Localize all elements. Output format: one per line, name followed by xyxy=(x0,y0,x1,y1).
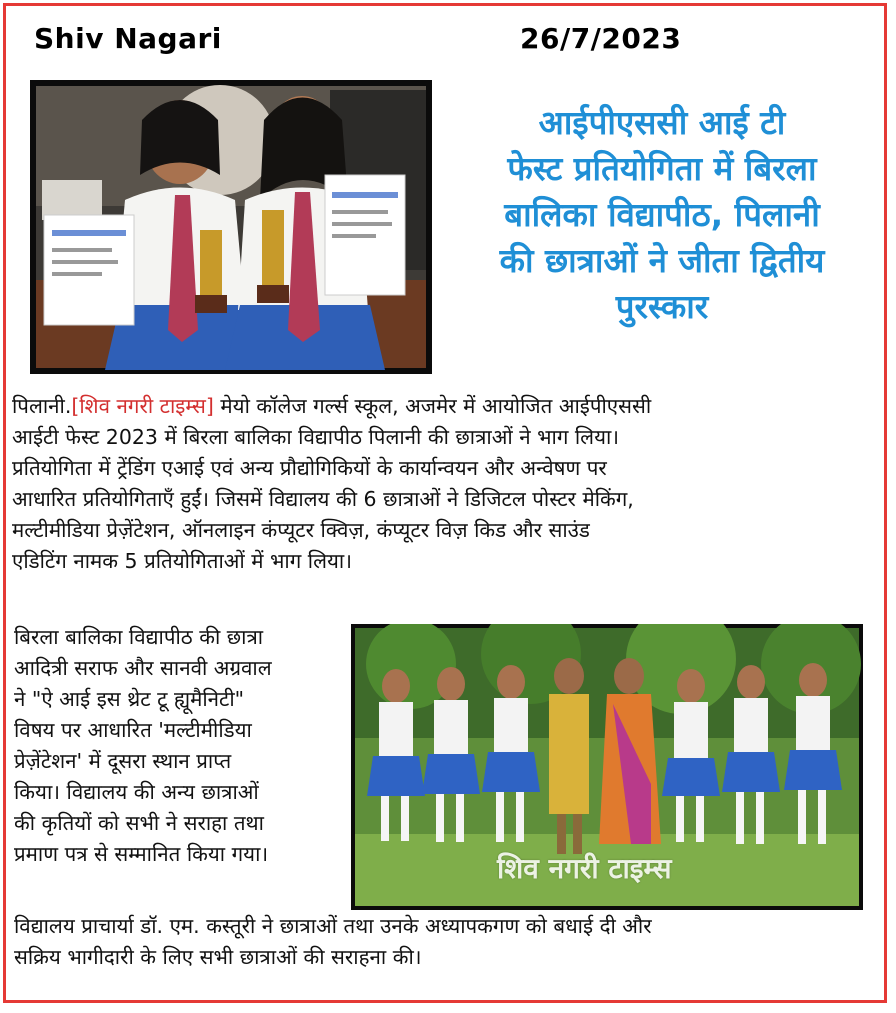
article-line: प्रेज़ेंटेशन' में दूसरा स्थान प्राप्त xyxy=(14,749,232,773)
article-line: आधारित प्रतियोगिताएँ हुईं। जिसमें विद्यालय की 6 छात्राओं ने डिजिटल पोस्टर मेकिंग, xyxy=(12,487,634,511)
headline-line: बालिका विद्यापीठ, पिलानी xyxy=(504,195,820,234)
article-line: सक्रिय भागीदारी के लिए सभी छात्राओं की सराहना की। xyxy=(14,945,422,969)
article-line: की कृतियों को सभी ने सराहा तथा xyxy=(14,811,264,835)
article-line: विद्यालय प्राचार्या डॉ. एम. कस्तूरी ने छात्राओं तथा उनके अध्यापकगण को बधाई दी और xyxy=(14,914,652,938)
article-line: आईटी फेस्ट 2023 में बिरला बालिका विद्यापीठ पिलानी की छात्राओं ने भाग लिया। xyxy=(12,425,620,449)
article-line: ने "ऐ आई इस थ्रेट टू ह्यूमैनिटी" xyxy=(14,687,245,711)
article-line: प्रमाण पत्र से सम्मानित किया गया। xyxy=(14,842,269,866)
article-line: विषय पर आधारित 'मल्टीमीडिया xyxy=(14,718,252,742)
article-line-text: मेयो कॉलेज गर्ल्स स्कूल, अजमेर में आयोजित आईपीएससी xyxy=(213,394,652,418)
students-trophy-photo xyxy=(30,80,432,374)
masthead-name: Shiv Nagari xyxy=(34,22,222,55)
article-line: किया। विद्यालय की अन्य छात्राओं xyxy=(14,780,259,804)
article-paragraph-2 xyxy=(14,622,354,870)
article-line: प्रतियोगिता में ट्रेंडिंग एआई एवं अन्य प्रौद्योगिकियों के कार्यान्वयन और अन्वेषण पर xyxy=(12,456,607,480)
watermark: शिव नगरी टाइम्स xyxy=(497,852,672,885)
headline-line: की छात्राओं ने जीता द्वितीय xyxy=(499,241,825,280)
headline-line: आईपीएससी आई टी xyxy=(538,103,786,142)
article-line: आदित्री सराफ और सानवी अग्रवाल xyxy=(14,656,272,680)
masthead-date: 26/7/2023 xyxy=(520,22,682,55)
article-line xyxy=(12,391,872,422)
source-tag: [शिव नगरी टाइम्स] xyxy=(71,394,214,418)
article-paragraph-1 xyxy=(12,391,872,577)
article-paragraph-3 xyxy=(14,911,874,973)
dateline: पिलानी. xyxy=(12,394,72,418)
headline-line: फेस्ट प्रतियोगिता में बिरला xyxy=(507,149,817,188)
headline-line: पुरस्कार xyxy=(615,287,709,326)
article-line: मल्टीमीडिया प्रेज़ेंटेशन, ऑनलाइन कंप्यूटर क्विज़, कंप्यूटर विज़ किड और साउंड xyxy=(12,518,590,542)
headline xyxy=(450,100,874,330)
article-line: एडिटिंग नामक 5 प्रतियोगिताओं में भाग लिया। xyxy=(12,549,352,573)
article-line: बिरला बालिका विद्यापीठ की छात्रा xyxy=(14,625,264,649)
